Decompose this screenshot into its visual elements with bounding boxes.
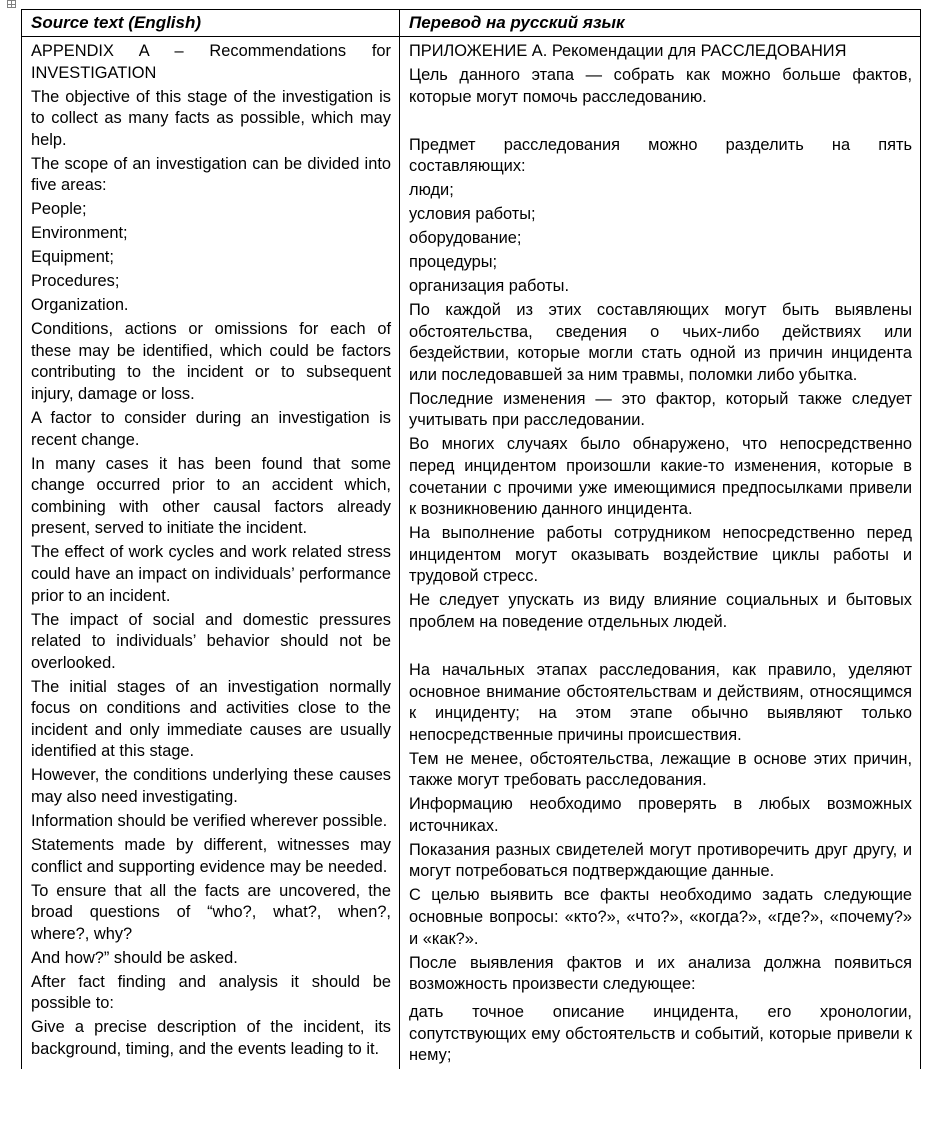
translation-table — [21, 9, 921, 1069]
source-text-cell[interactable] — [22, 37, 400, 1070]
target-paragraph: ПРИЛОЖЕНИЕ А. Рекомендации для РАССЛЕДОВАНИЯ — [409, 42, 847, 60]
source-paragraph: After fact finding and analysis it should be possible to: — [31, 972, 391, 1013]
target-paragraph: Не следует упускать из виду влияние социальных и бытовых проблем на поведение отдельных людей. — [409, 591, 912, 631]
source-paragraph: Conditions, actions or omissions for each of these may be identified, which could be factors contributing to the incident or to subsequent injury, damage or loss. — [31, 320, 391, 404]
source-paragraph: And how?” should be asked. — [31, 948, 238, 967]
target-paragraph: оборудование; — [409, 229, 522, 248]
target-paragraph: Тем не менее, обстоятельства, лежащие в основе этих причин, также могут требовать расследования. — [409, 749, 912, 790]
source-paragraph: Procedures; — [31, 272, 120, 291]
source-paragraph: Give a precise description of the incident, its background, timing, and the events leading to it. — [31, 1018, 391, 1058]
source-paragraph: Organization. — [31, 296, 129, 315]
target-paragraph: С целью выявить все факты необходимо задать следующие основные вопросы: «кто?», «что?», «когда?», «где?», «почему?» и «как?». — [409, 886, 912, 948]
target-paragraph: процедуры; — [409, 253, 498, 272]
source-paragraph: A factor to consider during an investigation is recent change. — [31, 409, 391, 449]
source-paragraph: However, the conditions underlying these causes may also need investigating. — [31, 766, 391, 807]
target-paragraph: По каждой из этих составляющих могут быть выявлены обстоятельства, сведения о чьих-либо действиях или бездействии, которые могли стать одной из причин инцидента или последовавшей за ним травмы, поломки либо убытка. — [409, 301, 912, 384]
target-paragraph: люди; — [409, 181, 454, 200]
target-paragraph: Цель данного этапа — собрать как можно больше фактов, которые могут помочь расследованию. — [409, 65, 912, 106]
target-paragraph: На начальных этапах расследования, как правило, уделяют основное внимание обстоятельствам и действиям, относящимся к инциденту; на этом этапе обычно выявляют только непосредственные причины происшествия. — [409, 660, 912, 744]
target-paragraph: условия работы; — [409, 205, 536, 224]
source-paragraph: The objective of this stage of the investigation is to collect as many facts as possible, which may help. — [31, 87, 391, 149]
source-paragraph: The impact of social and domestic pressures related to individuals’ behavior should not be overlooked. — [31, 610, 391, 672]
source-paragraph: The initial stages of an investigation normally focus on conditions and activities close to the incident and only immediate causes are usually identified at this stage. — [31, 677, 391, 761]
table-move-handle-icon[interactable] — [7, 0, 16, 8]
target-text-cell[interactable] — [400, 37, 921, 1070]
target-paragraph: Предмет расследования можно разделить на пять составляющих: — [409, 135, 912, 176]
source-paragraph: The effect of work cycles and work related stress could have an impact on individuals’ performance prior to an incident. — [31, 543, 391, 605]
paragraph-spacer — [409, 636, 912, 660]
source-paragraph: Statements made by different, witnesses may conflict and supporting evidence may be needed. — [31, 836, 391, 876]
target-paragraph: Последние изменения — это фактор, который также следует учитывать при расследовании. — [409, 389, 912, 430]
header-source-cell[interactable]: Source text (English) — [22, 10, 400, 37]
target-paragraph: После выявления фактов и их анализа должна появиться возможность произвести следующее: — [409, 953, 912, 994]
source-paragraph: To ensure that all the facts are uncovered, the broad questions of “who?, what?, when?, where?, why? — [31, 881, 391, 943]
source-paragraph: Environment; — [31, 224, 128, 243]
target-paragraph: Показания разных свидетелей могут противоречить друг другу, и могут потребоваться подтверждающие данные. — [409, 840, 912, 881]
target-paragraph: организация работы. — [409, 277, 569, 296]
header-target-cell[interactable]: Перевод на русский язык — [400, 10, 921, 37]
source-paragraph: People; — [31, 200, 87, 219]
source-paragraph: Equipment; — [31, 248, 114, 267]
paragraph-spacer — [409, 111, 912, 135]
target-paragraph: Во многих случаях было обнаружено, что непосредственно перед инцидентом произошли какие-то изменения, которые в сочетании с прочими уже имеющимися предпосылками привели к возникновению данного инцидента. — [409, 435, 912, 519]
source-paragraph: The scope of an investigation can be divided into five areas: — [31, 154, 391, 195]
source-paragraph: Information should be verified wherever possible. — [31, 812, 388, 831]
table-body-row — [22, 37, 921, 1070]
target-paragraph: Информацию необходимо проверять в любых возможных источниках. — [409, 795, 912, 835]
source-paragraph: In many cases it has been found that some change occurred prior to an accident which, combining with other causal factors already present, served to initiate the incident. — [31, 454, 391, 538]
table-header-row — [22, 10, 921, 37]
source-paragraph: APPENDIX A – Recommendations for INVESTIGATION — [31, 42, 391, 82]
target-paragraph: дать точное описание инцидента, его хронологии, сопутствующих ему обстоятельств и событий, которые привели к нему; — [409, 1003, 912, 1065]
target-paragraph: На выполнение работы сотрудником непосредственно перед инцидентом могут оказывать воздействие циклы работы и трудовой стресс. — [409, 524, 912, 586]
